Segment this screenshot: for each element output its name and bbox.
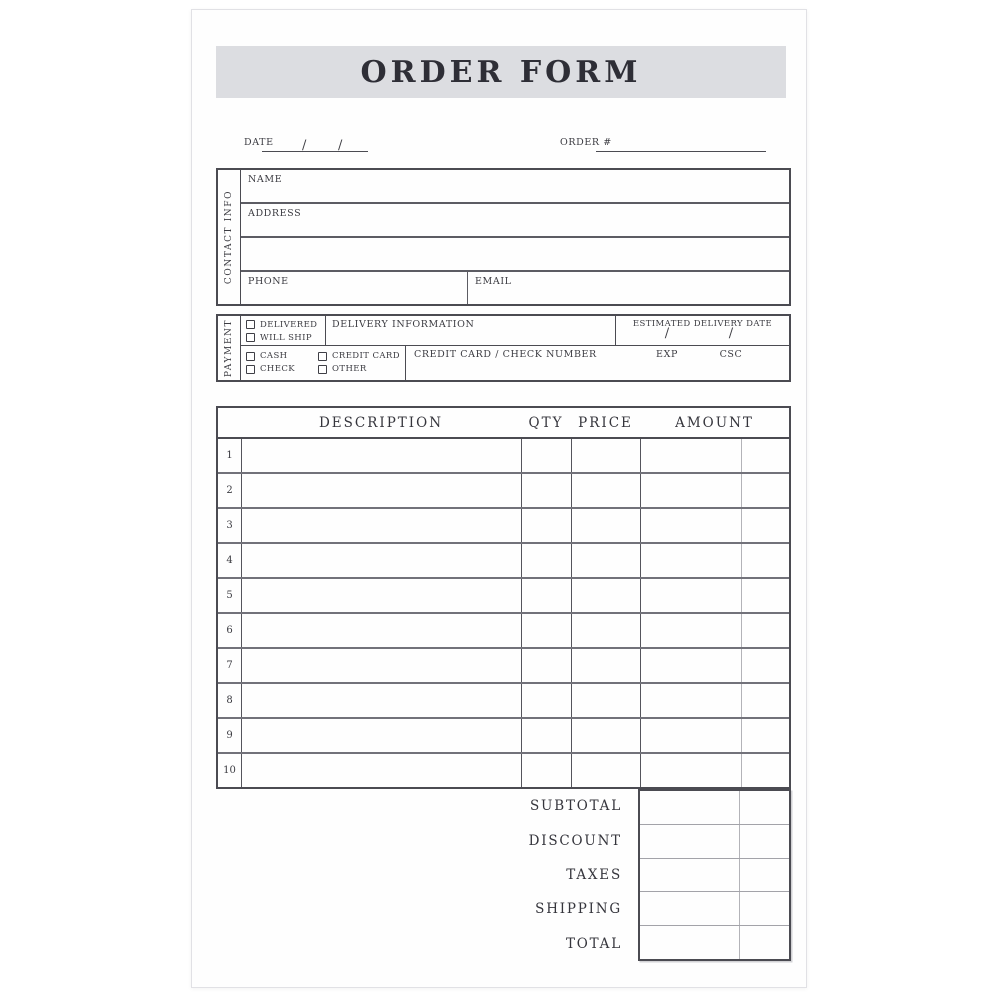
description-cell[interactable] — [241, 684, 521, 717]
delivered-label: DELIVERED — [260, 319, 318, 330]
phone-email-row — [241, 272, 789, 304]
description-cell[interactable] — [241, 754, 521, 787]
shipping-label: SHIPPING — [535, 901, 622, 918]
amount-cell[interactable] — [640, 754, 789, 787]
delivery-information-label: DELIVERY INFORMATION — [332, 319, 475, 330]
cents-divider — [739, 791, 740, 824]
discount-label: DISCOUNT — [528, 832, 622, 849]
amount-cell[interactable] — [640, 474, 789, 507]
description-cell[interactable] — [241, 474, 521, 507]
table-row — [218, 579, 789, 614]
order-number-label: ORDER # — [560, 137, 612, 148]
csc-label: CSC — [719, 348, 743, 360]
page-title: ORDER FORM — [360, 54, 642, 90]
qty-cell[interactable] — [521, 474, 571, 507]
order-number-input-line[interactable] — [596, 122, 766, 152]
credit-card-label: CREDIT CARD — [332, 351, 400, 361]
price-cell[interactable] — [571, 579, 640, 612]
price-cell[interactable] — [571, 719, 640, 752]
table-row — [218, 649, 789, 684]
qty-cell[interactable] — [521, 509, 571, 542]
price-cell[interactable] — [571, 544, 640, 577]
price-cell[interactable] — [571, 649, 640, 682]
address-field[interactable] — [241, 204, 789, 238]
row-number: 3 — [226, 520, 233, 531]
payment-fields — [241, 316, 789, 380]
items-table — [216, 406, 791, 789]
card-number-field[interactable] — [406, 346, 789, 381]
description-column-header: DESCRIPTION — [318, 415, 444, 431]
estimated-delivery-date-field[interactable] — [616, 316, 789, 345]
exp-label: EXP — [656, 348, 678, 360]
cents-divider — [739, 859, 740, 892]
qty-cell[interactable] — [521, 544, 571, 577]
row-number: 1 — [226, 450, 233, 461]
date-slash-2: / — [338, 138, 343, 153]
amount-cell[interactable] — [640, 579, 789, 612]
cash-label: CASH — [260, 351, 288, 361]
cents-divider — [741, 684, 742, 717]
contact-info-section — [216, 168, 791, 306]
cents-divider — [741, 719, 742, 752]
date-label: DATE — [244, 137, 274, 148]
will-ship-checkbox-icon[interactable] — [246, 333, 255, 342]
cents-divider — [741, 544, 742, 577]
price-cell[interactable] — [571, 614, 640, 647]
row-number: 4 — [226, 555, 233, 566]
address-label: ADDRESS — [248, 208, 302, 219]
name-label: NAME — [248, 174, 283, 185]
total-amount-cell[interactable] — [640, 926, 789, 959]
payment-checkbox-column-2 — [318, 350, 400, 381]
row-number: 10 — [223, 765, 236, 776]
email-field[interactable] — [468, 272, 789, 304]
delivered-checkbox-icon[interactable] — [246, 320, 255, 329]
qty-cell[interactable] — [521, 719, 571, 752]
other-label: OTHER — [332, 364, 367, 374]
cents-divider — [739, 892, 740, 925]
estimated-date-slash-1: / — [664, 326, 670, 341]
other-checkbox-icon[interactable] — [318, 365, 327, 374]
cents-divider — [741, 614, 742, 647]
totals-box — [638, 789, 791, 961]
checkbox-check[interactable] — [246, 363, 318, 376]
table-row — [218, 614, 789, 649]
payment-checkbox-column-1 — [246, 350, 318, 381]
payment-section — [216, 314, 791, 382]
checkbox-other[interactable] — [318, 363, 400, 376]
description-cell[interactable] — [241, 719, 521, 752]
table-row — [218, 474, 789, 509]
cents-divider — [741, 754, 742, 787]
date-slash-1: / — [302, 138, 307, 153]
title-banner — [216, 46, 786, 98]
row-number: 6 — [226, 625, 233, 636]
cents-divider — [739, 926, 740, 959]
amount-cell[interactable] — [640, 649, 789, 682]
amount-cell[interactable] — [640, 544, 789, 577]
shipping-amount-cell[interactable] — [640, 892, 789, 926]
price-cell[interactable] — [571, 754, 640, 787]
amount-cell[interactable] — [640, 614, 789, 647]
amount-cell[interactable] — [640, 684, 789, 717]
qty-cell[interactable] — [521, 684, 571, 717]
delivery-checkboxes — [241, 316, 326, 345]
contact-info-section-label: CONTACT INFO — [224, 189, 234, 285]
amount-cell[interactable] — [640, 719, 789, 752]
name-field[interactable] — [241, 170, 789, 204]
description-cell[interactable] — [241, 509, 521, 542]
contact-fields — [241, 170, 789, 304]
taxes-amount-cell[interactable] — [640, 859, 789, 893]
address-line2-field[interactable] — [241, 238, 789, 272]
table-row — [218, 684, 789, 719]
delivery-row — [241, 316, 789, 346]
payment-section-label: PAYMENT — [224, 318, 234, 378]
cents-divider — [741, 439, 742, 472]
contact-info-side-column — [218, 170, 241, 304]
table-row — [218, 509, 789, 544]
order-form-paper — [191, 9, 807, 988]
price-cell[interactable] — [571, 474, 640, 507]
email-label: EMAIL — [475, 276, 512, 287]
amount-column-header: AMOUNT — [675, 415, 754, 431]
payment-method-row — [241, 346, 789, 381]
phone-label: PHONE — [248, 276, 289, 287]
qty-cell[interactable] — [521, 614, 571, 647]
table-row — [218, 719, 789, 754]
qty-cell[interactable] — [521, 649, 571, 682]
qty-cell[interactable] — [521, 754, 571, 787]
cents-divider — [741, 579, 742, 612]
row-number: 5 — [226, 590, 233, 601]
checkbox-credit-card[interactable] — [318, 350, 400, 363]
estimated-date-slash-2: / — [728, 326, 734, 341]
total-label: TOTAL — [565, 935, 622, 952]
row-number: 9 — [226, 730, 233, 741]
totals-labels — [192, 789, 630, 961]
payment-method-checkboxes — [241, 346, 406, 381]
row-number: 7 — [226, 660, 233, 671]
cents-divider — [741, 649, 742, 682]
description-cell[interactable] — [241, 614, 521, 647]
check-checkbox-icon[interactable] — [246, 365, 255, 374]
phone-field[interactable] — [241, 272, 468, 304]
delivery-information-field[interactable] — [326, 316, 616, 345]
date-input-line[interactable] — [262, 122, 368, 152]
qty-cell[interactable] — [521, 439, 571, 472]
description-cell[interactable] — [241, 439, 521, 472]
checkbox-cash[interactable] — [246, 350, 318, 363]
price-cell[interactable] — [571, 439, 640, 472]
row-number: 8 — [226, 695, 233, 706]
description-cell[interactable] — [241, 544, 521, 577]
cents-divider — [741, 509, 742, 542]
table-row — [218, 439, 789, 474]
checkbox-delivered[interactable] — [246, 318, 325, 331]
card-number-label: CREDIT CARD / CHECK NUMBER — [414, 348, 597, 360]
cents-divider — [741, 474, 742, 507]
discount-amount-cell[interactable] — [640, 825, 789, 859]
subtotal-amount-cell[interactable] — [640, 791, 789, 825]
amount-cell[interactable] — [640, 439, 789, 472]
payment-side-column — [218, 316, 241, 380]
price-column-header: PRICE — [578, 415, 633, 431]
check-label: CHECK — [260, 364, 295, 374]
cents-divider — [739, 825, 740, 858]
price-cell[interactable] — [571, 509, 640, 542]
subtotal-label: SUBTOTAL — [530, 798, 622, 815]
price-cell[interactable] — [571, 684, 640, 717]
description-cell[interactable] — [241, 579, 521, 612]
cash-checkbox-icon[interactable] — [246, 352, 255, 361]
table-row — [218, 754, 789, 787]
qty-cell[interactable] — [521, 579, 571, 612]
description-cell[interactable] — [241, 649, 521, 682]
table-row — [218, 544, 789, 579]
checkbox-will-ship[interactable] — [246, 331, 325, 344]
amount-cell[interactable] — [640, 509, 789, 542]
credit-card-checkbox-icon[interactable] — [318, 352, 327, 361]
estimated-delivery-date-label: ESTIMATED DELIVERY DATE — [632, 319, 773, 329]
will-ship-label: WILL SHIP — [260, 332, 312, 343]
qty-column-header: QTY — [528, 415, 564, 431]
taxes-label: TAXES — [566, 867, 622, 884]
items-table-header — [218, 408, 789, 439]
row-number: 2 — [226, 485, 233, 496]
